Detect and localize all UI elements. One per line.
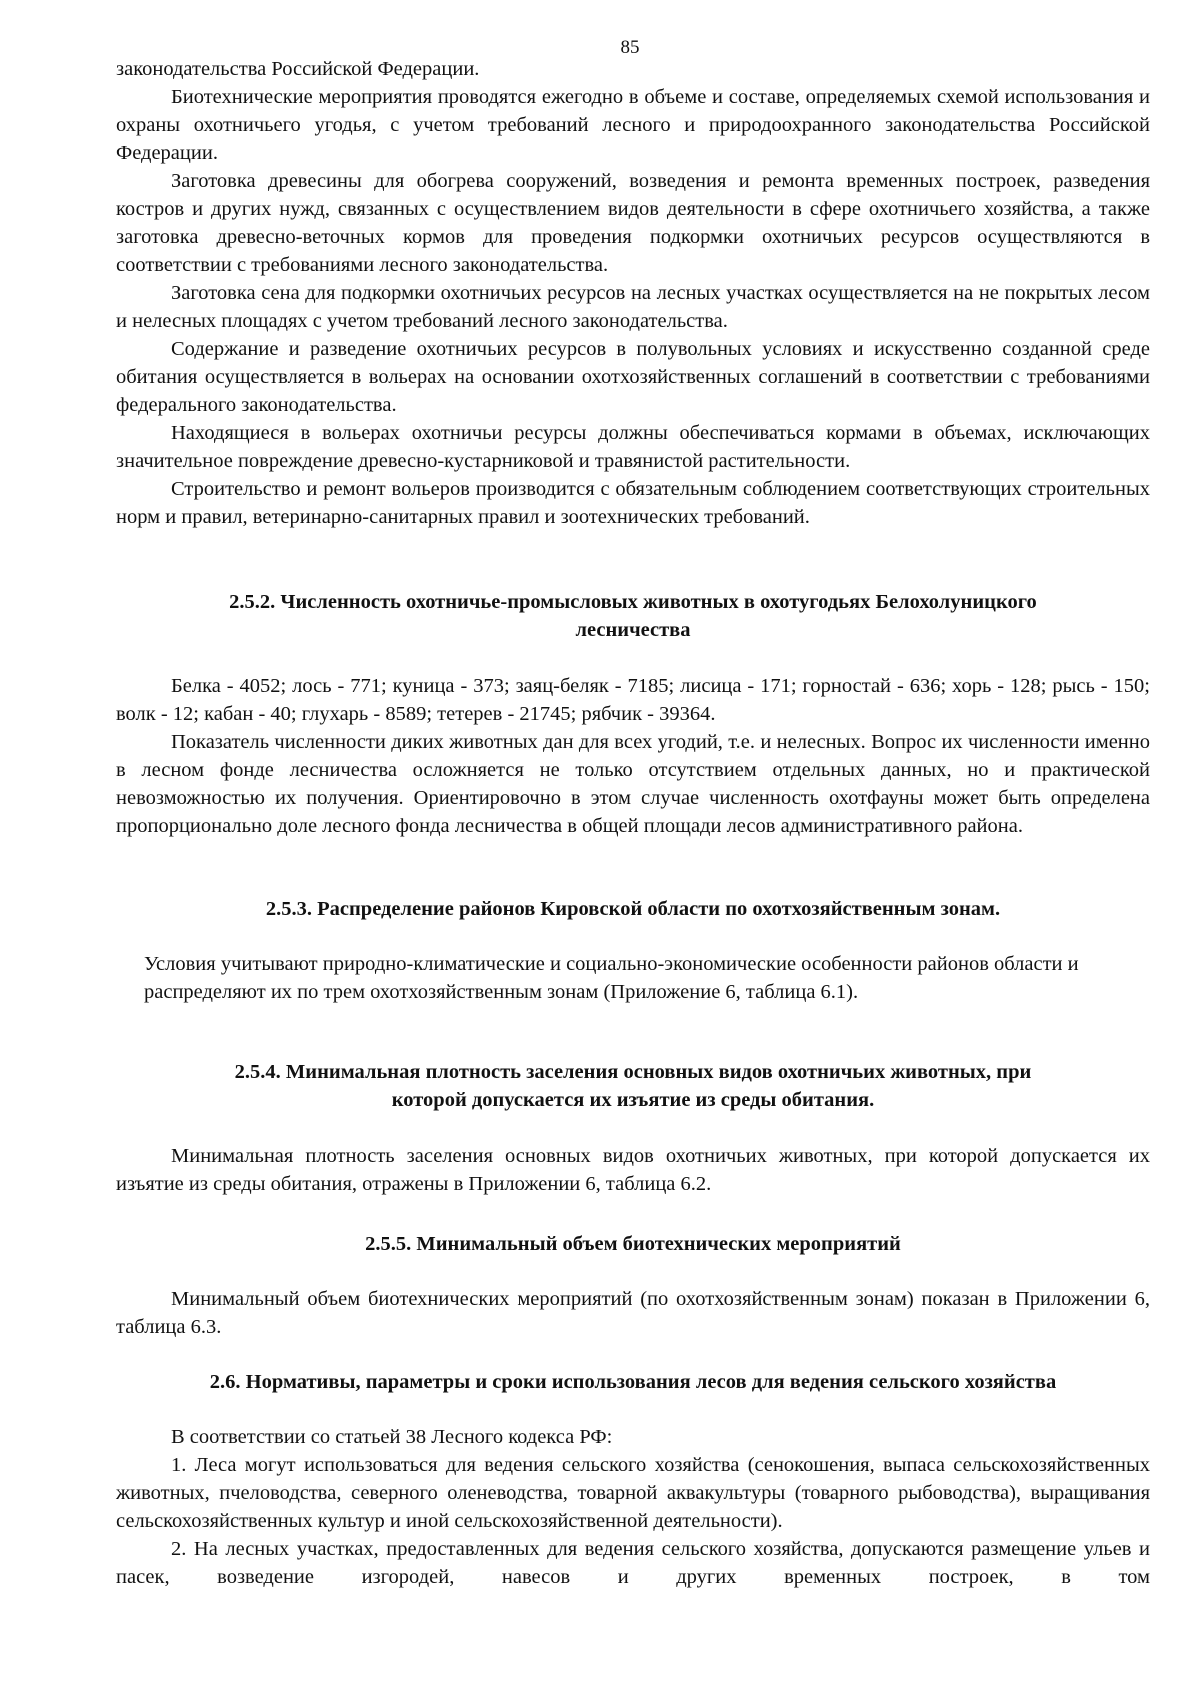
paragraph: Находящиеся в вольерах охотничьи ресурсы должны обеспечиваться кормами в объемах, исключающих значительное повреждение древесно-кустарниковой и травянистой растительности.: [116, 422, 1150, 472]
paragraph: 2. На лесных участках, предоставленных для ведения сельского хозяйства, допускаются размещение ульев и пасек, возведение изгородей, навесов и других временных построек, в том: [116, 1538, 1150, 1588]
paragraph: Условия учитывают природно-климатические и социально-экономические особенности районов области и распределяют их по трем охотхозяйственным зонам (Приложение 6, таблица 6.1).: [144, 953, 1079, 1003]
intro-section: [116, 55, 1150, 531]
section-2-6-body: [116, 1423, 1150, 1591]
section-heading-2-5-3: 2.5.3. Распределение районов Кировской области по охотхозяйственным зонам.: [265, 898, 1001, 920]
heading-line: 2.5.4. Минимальная плотность заселения основных видов охотничьих животных, при: [234, 1061, 1032, 1083]
section-heading-2-5-5: 2.5.5. Минимальный объем биотехнических мероприятий: [365, 1233, 901, 1255]
paragraph: законодательства Российской Федерации.: [116, 58, 480, 80]
section-2-5-3-body: [144, 950, 1150, 1006]
paragraph: Белка - 4052; лось - 771; куница - 373; заяц-беляк - 7185; лисица - 171; горностай - 636; хорь - 128; рысь - 150; волк - 12; кабан - 40; глухарь - 8589; тетерев - 21745; рябчик - 39364.: [116, 675, 1150, 725]
paragraph: Строительство и ремонт вольеров производится с обязательным соблюдением соответствующих строительных норм и правил, ветеринарно-санитарных правил и зоотехнических требований.: [116, 478, 1150, 528]
paragraph: Биотехнические мероприятия проводятся ежегодно в объеме и составе, определяемых схемой использования и охраны охотничьего угодья, с учетом требований лесного и природоохранного законодательства Российской Федерации.: [116, 86, 1150, 164]
section-2-5-5-body: [116, 1285, 1150, 1341]
paragraph: Минимальная плотность заселения основных видов охотничьих животных, при которой допускается их изъятие из среды обитания, отражены в Приложении 6, таблица 6.2.: [116, 1145, 1150, 1195]
paragraph: Минимальный объем биотехнических мероприятий (по охотхозяйственным зонам) показан в Приложении 6, таблица 6.3.: [116, 1288, 1150, 1338]
paragraph: Заготовка древесины для обогрева сооружений, возведения и ремонта временных построек, разведения костров и других нужд, связанных с осуществлением видов деятельности в сфере охотничьего хозяйства, а также заготовка древесно-веточных кормов для проведения подкормки охотничьих ресурсов осуществляются в соответствии с требованиями лесного законодательства.: [116, 170, 1150, 276]
paragraph: Показатель численности диких животных дан для всех угодий, т.е. и нелесных. Вопрос их численности именно в лесном фонде лесничества осложняется не только отсутствием отдельных данных, но и практической невозможностью их получения. Ориентировочно в этом случае численность охотфауны может быть определена пропорционально доле лесного фонда лесничества в общей площади лесов административного района.: [116, 731, 1150, 837]
heading-line: которой допускается их изъятие из среды обитания.: [391, 1089, 875, 1111]
section-heading-2-5-4: [116, 1058, 1150, 1114]
paragraph: 1. Леса могут использоваться для ведения сельского хозяйства (сенокошения, выпаса сельскохозяйственных животных, пчеловодства, северного оленеводства, товарной аквакультуры (товарного рыбоводства), выращивания сельскохозяйственных культур и иной сельскохозяйственной деятельности).: [116, 1454, 1150, 1532]
heading-line: 2.5.2. Численность охотничье-промысловых животных в охотугодьях Белохолуницкого: [229, 591, 1037, 613]
paragraph: В соответствии со статьей 38 Лесного кодекса РФ:: [171, 1426, 613, 1448]
heading-line: лесничества: [575, 619, 691, 641]
paragraph: Содержание и разведение охотничьих ресурсов в полувольных условиях и искусственно созданной среде обитания осуществляется в вольерах на основании охотхозяйственных соглашений в соответствии с требованиями федерального законодательства.: [116, 338, 1150, 416]
section-2-5-2-body: [116, 672, 1150, 840]
paragraph: Заготовка сена для подкормки охотничьих ресурсов на лесных участках осуществляется на не покрытых лесом и нелесных площадях с учетом требований лесного законодательства.: [116, 282, 1150, 332]
section-heading-2-6: 2.6. Нормативы, параметры и сроки использования лесов для ведения сельского хозяйства: [209, 1371, 1057, 1393]
section-heading-2-5-2: [116, 588, 1150, 644]
section-2-5-4-body: [116, 1142, 1150, 1198]
page-number: 85: [620, 37, 640, 58]
